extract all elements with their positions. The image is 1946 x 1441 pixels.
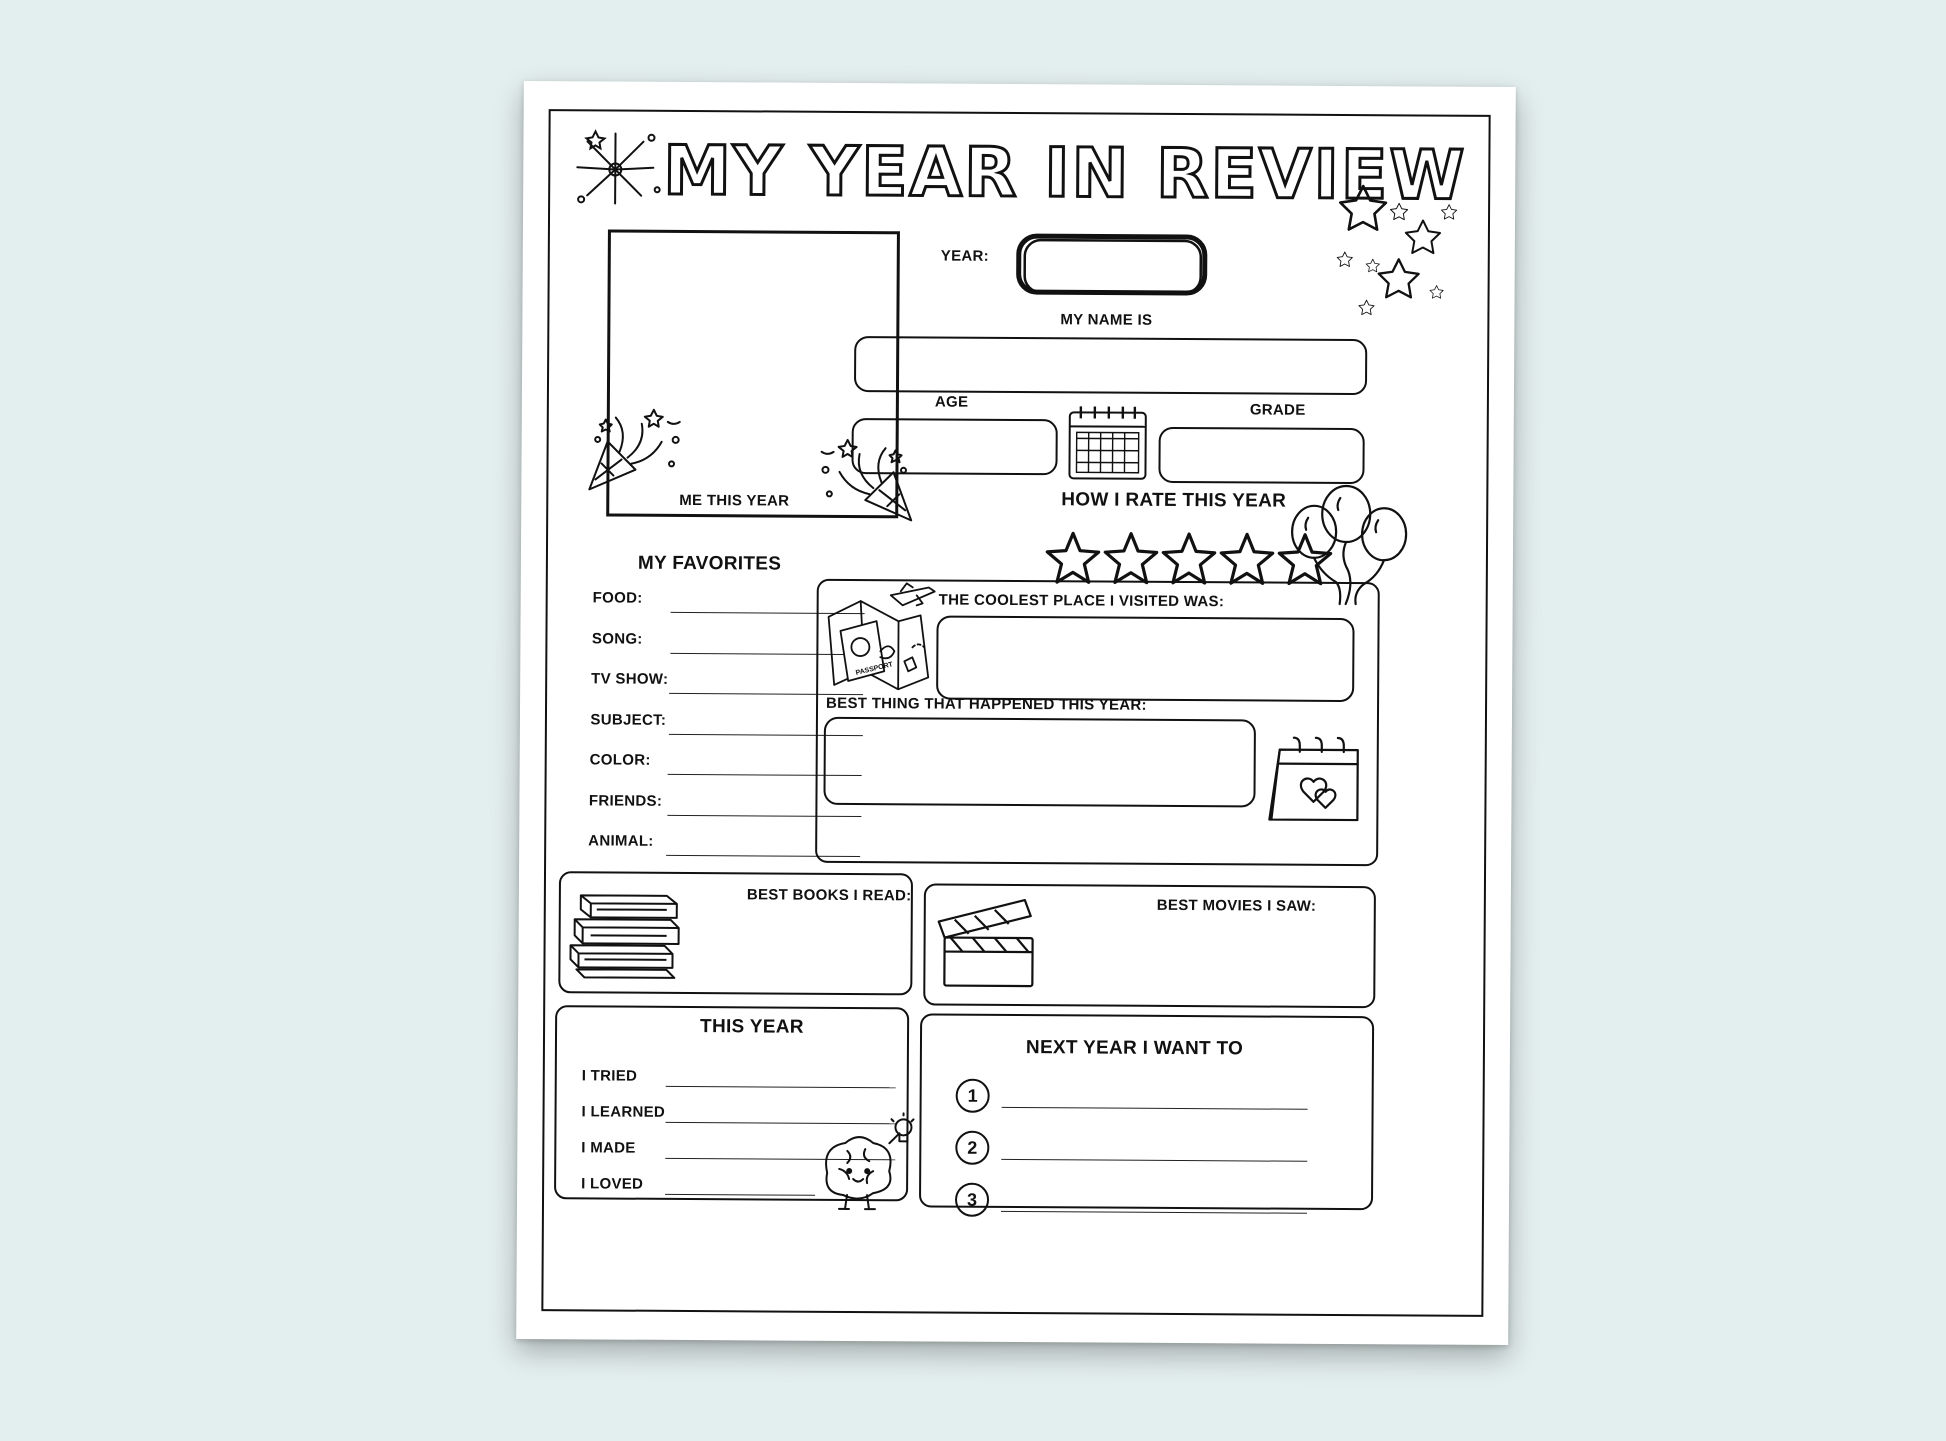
favorite-label: ANIMAL:	[588, 832, 654, 850]
grade-label: GRADE	[1249, 401, 1306, 419]
books-stack-icon	[566, 889, 697, 986]
this-year-label: I MADE	[581, 1139, 636, 1157]
worksheet-page	[516, 81, 1516, 1345]
this-year-label: I LEARNED	[581, 1103, 666, 1121]
favorite-label: SUBJECT:	[590, 710, 667, 729]
year-label: YEAR:	[940, 247, 990, 265]
grade-input[interactable]	[1158, 427, 1364, 484]
name-label: MY NAME IS	[1060, 311, 1153, 329]
coolest-place-input[interactable]	[936, 616, 1355, 703]
goal-number-badge: 3	[955, 1183, 989, 1217]
movies-label: BEST MOVIES I SAW:	[1156, 896, 1317, 915]
heart-calendar-icon	[1269, 734, 1368, 829]
clapperboard-icon	[930, 895, 1043, 992]
best-thing-input[interactable]	[823, 717, 1256, 808]
favorite-label: SONG:	[591, 629, 643, 648]
age-label: AGE	[934, 393, 969, 411]
star-icon[interactable]	[1163, 534, 1215, 583]
star-icon[interactable]	[1221, 534, 1273, 583]
year-input[interactable]	[1013, 230, 1213, 303]
favorite-label: FOOD:	[592, 589, 643, 607]
fireworks-icon	[571, 127, 663, 208]
calendar-icon	[1066, 402, 1148, 482]
brain-lightbulb-icon	[817, 1113, 914, 1214]
star-icon[interactable]	[1047, 533, 1099, 582]
favorite-label: FRIENDS:	[588, 791, 663, 810]
books-label: BEST BOOKS I READ:	[746, 886, 912, 905]
favorite-label: TV SHOW:	[591, 670, 669, 688]
coolest-place-label: THE COOLEST PLACE I VISITED WAS:	[938, 591, 1225, 611]
goal-number-badge: 1	[956, 1079, 990, 1113]
passport-text: PASSPORT	[855, 661, 894, 677]
passport-map-icon	[820, 581, 951, 700]
age-input[interactable]	[851, 418, 1057, 475]
rating-label: HOW I RATE THIS YEAR	[1061, 489, 1287, 512]
photo-caption: ME THIS YEAR	[679, 491, 790, 510]
party-popper-icon	[583, 399, 694, 500]
next-year-heading: NEXT YEAR I WANT TO	[1025, 1037, 1244, 1060]
stars-cluster-icon	[1332, 182, 1463, 323]
goal-number-badge: 2	[955, 1131, 989, 1165]
name-input[interactable]	[854, 336, 1367, 395]
this-year-label: I LOVED	[581, 1175, 644, 1193]
page-title: MY YEAR IN REVIEW	[663, 131, 1467, 216]
star-icon[interactable]	[1105, 534, 1157, 583]
favorite-label: COLOR:	[589, 751, 651, 769]
this-year-heading: THIS YEAR	[700, 1016, 804, 1038]
best-thing-label: BEST THING THAT HAPPENED THIS YEAR:	[826, 694, 1147, 714]
favorites-heading: MY FAVORITES	[637, 552, 782, 575]
this-year-label: I TRIED	[581, 1067, 638, 1085]
